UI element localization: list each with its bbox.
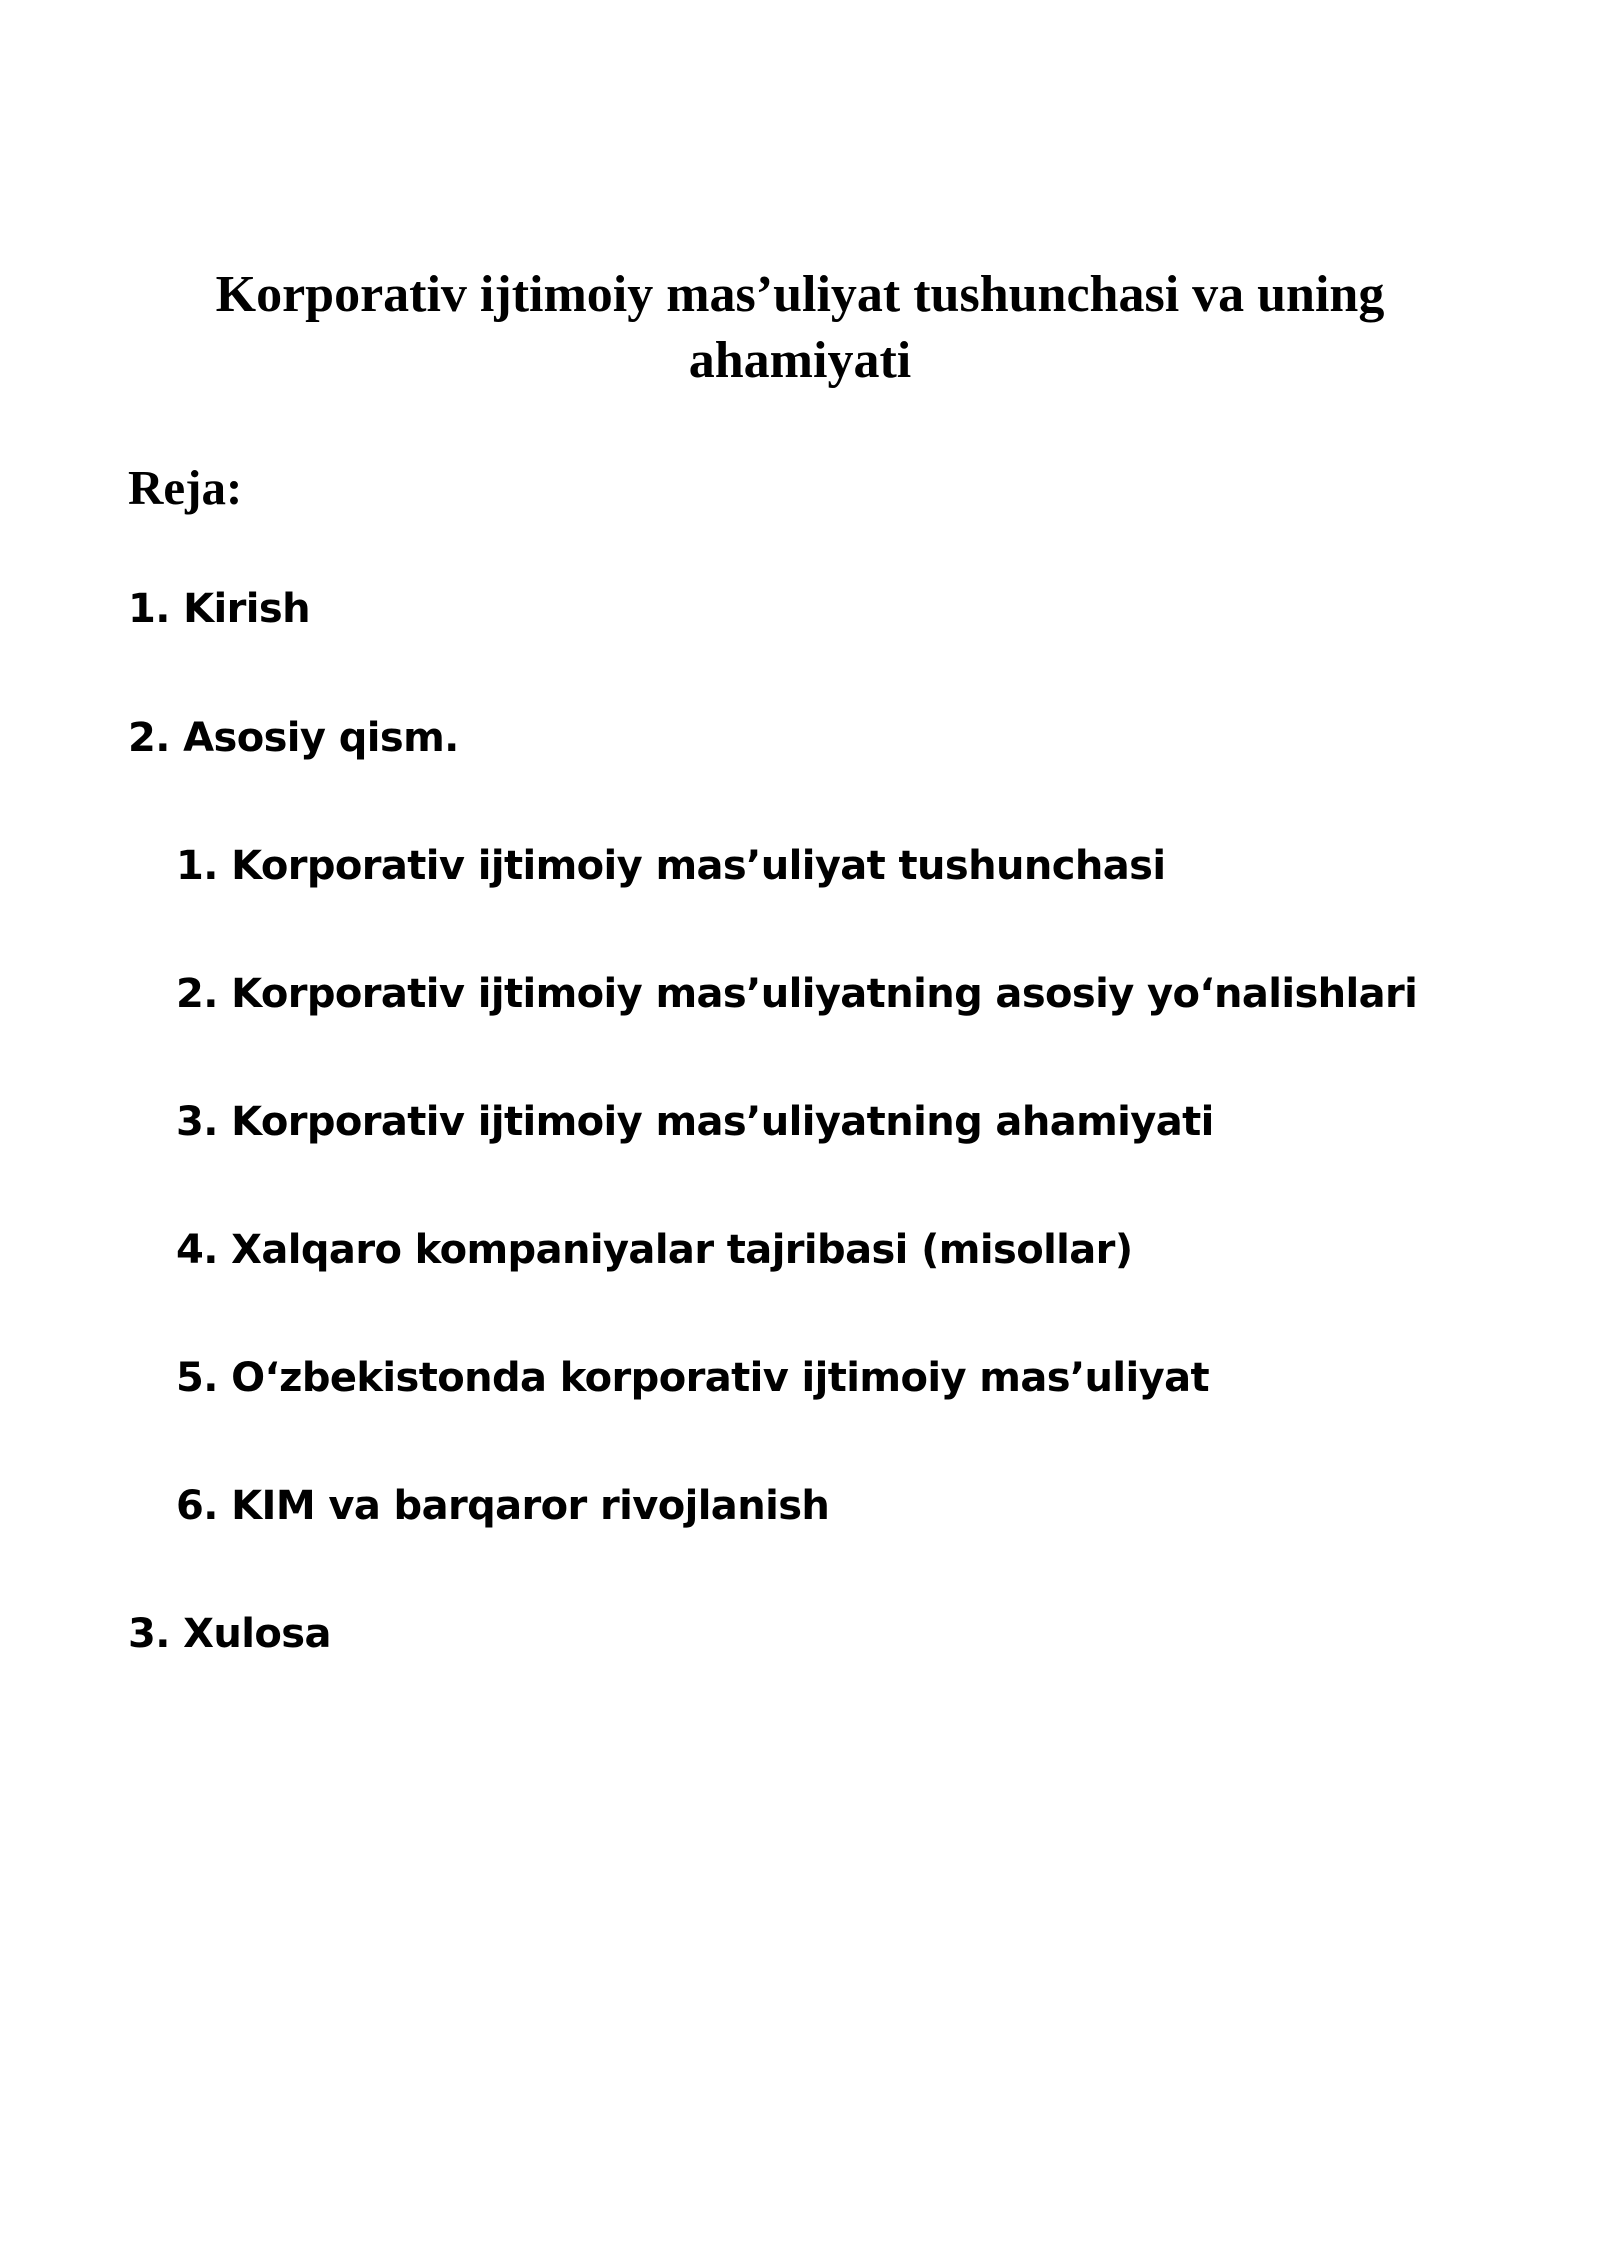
plan-subitem [176,1352,1209,1404]
plan-item-number: 1. [128,586,170,632]
plan-item-conclusion [128,1608,331,1660]
plan-subitem-text: Xalqaro kompaniyalar tajribasi (misollar) [231,1227,1133,1273]
plan-subitem-number: 3. [176,1099,218,1145]
plan-subitem [176,1096,1214,1148]
document-title: Korporativ ijtimoiy mas’uliyat tushunchasi va uning ahamiyati [215,266,1385,389]
plan-item-text: Kirish [183,586,310,632]
plan-subitem-number: 4. [176,1227,218,1273]
plan-subitem-text: Korporativ ijtimoiy mas’uliyat tushunchasi [231,843,1166,889]
plan-subitem [176,1480,829,1532]
plan-subitem-text: Korporativ ijtimoiy mas’uliyatning ahamiyati [231,1099,1214,1145]
plan-item-main-part [128,712,459,764]
plan-subitem-number: 2. [176,971,218,1017]
plan-subitem-text: KIM va barqaror rivojlanish [231,1483,830,1529]
plan-subitem-number: 5. [176,1355,218,1401]
plan-subitem-number: 6. [176,1483,218,1529]
plan-subitem [176,968,1417,1020]
plan-item-number: 2. [128,715,170,761]
plan-item-number: 3. [128,1611,170,1657]
plan-heading: Reja: [128,460,243,515]
plan-item-intro [128,583,310,635]
plan-subitem [176,1224,1133,1276]
plan-item-text: Xulosa [183,1611,331,1657]
plan-subitem-text: Korporativ ijtimoiy mas’uliyatning asosiy yo‘nalishlari [231,971,1418,1017]
plan-subitem-text: O‘zbekistonda korporativ ijtimoiy mas’uliyat [231,1355,1210,1401]
plan-item-text: Asosiy qism. [183,715,459,761]
plan-subitem [176,840,1165,892]
plan-subitem-number: 1. [176,843,218,889]
